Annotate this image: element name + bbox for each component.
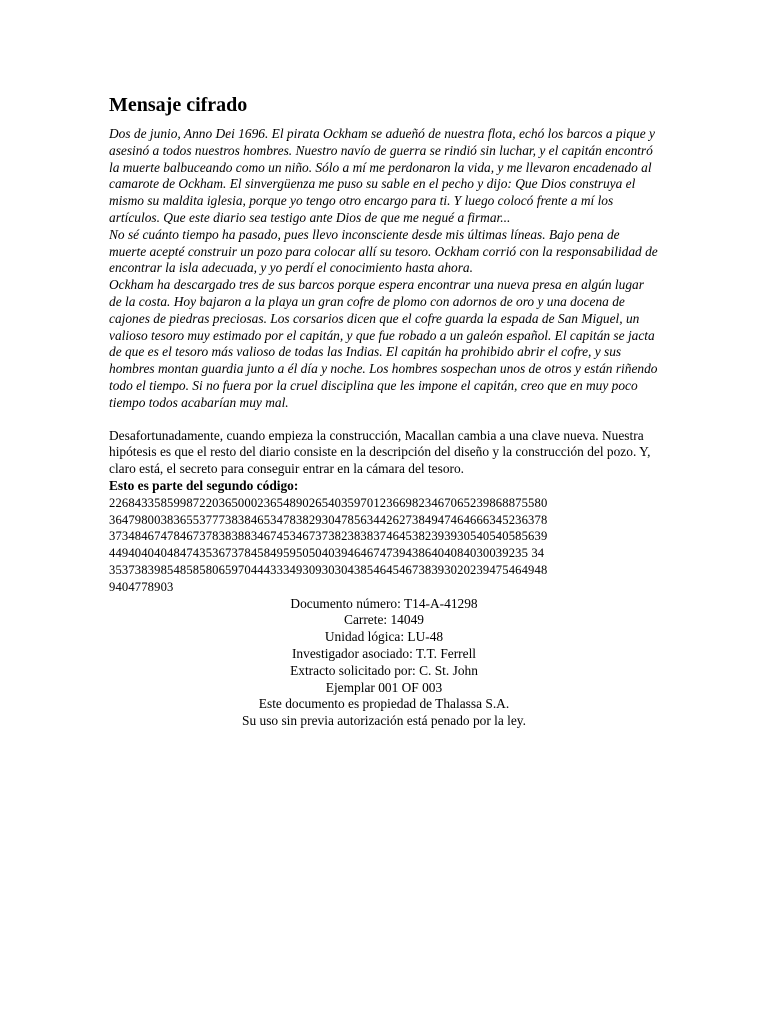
document-title: Mensaje cifrado bbox=[109, 94, 248, 116]
cipher-code-line: 22684335859987220365000236548902654035970123669823467065239868875580 bbox=[109, 495, 548, 510]
logical-unit: Unidad lógica: LU-48 bbox=[324, 629, 444, 645]
cipher-code-line: 37348467478467378383883467453467373823838374645382393930540540585639 bbox=[109, 529, 548, 544]
associate-researcher: Investigador asociado: T.T. Ferrell bbox=[291, 645, 477, 661]
code-heading: Esto es parte del segundo código: bbox=[109, 477, 299, 493]
diary-excerpt bbox=[109, 126, 659, 412]
ownership-notice: Este documento es propiedad de Thalassa S.A. bbox=[258, 696, 510, 712]
diary-paragraph: Ockham ha descargado tres de sus barcos porque espera encontrar una nueva presa en algún lugar de la costa. Hoy bajaron a la playa un gran cofre de plomo con adornos de oro y una docena de cajones de piedras preciosas. Los corsarios dicen que el cofre guarda la espada de San Miguel, un valioso tesoro muy estimado por el capitán, y que fue robado a un galeón español. El capitán se jacta de que es el tesoro más valioso de todas las Indias. El capitán ha prohibido abrir el cofre, y sus hombres montan guardia junto a él día y noche. Los hombres sospechan unos de otros y están riñendo todo el tiempo. Si no fuera por la cruel disciplina que les impone el capitán, creo que en muy poco tiempo todos acabarían muy mal. bbox=[109, 277, 658, 410]
usage-notice: Su uso sin previa autorización está penado por la ley. bbox=[242, 713, 526, 729]
copy-number: Ejemplar 001 OF 003 bbox=[325, 679, 443, 695]
document-page bbox=[109, 92, 659, 730]
document-number: Documento número: T14-A-41298 bbox=[290, 595, 478, 611]
cipher-code-line: 9404778903 bbox=[109, 579, 174, 594]
cipher-code-line: 36479800383655377738384653478382930478563442627384947464666345236378 bbox=[109, 512, 548, 527]
narrative-paragraph: Desafortunadamente, cuando empieza la construcción, Macallan cambia a una clave nueva. Nuestra hipótesis es que el resto del diario consiste en la descripción del diseño y la construcción del pozo. Y, claro está, el secreto para conseguir entrar en la cámara del tesoro. bbox=[109, 427, 651, 477]
document-footer bbox=[109, 596, 659, 730]
cipher-code-block bbox=[109, 495, 659, 596]
reel-number: Carrete: 14049 bbox=[344, 612, 424, 628]
requested-by: Extracto solicitado por: C. St. John bbox=[290, 662, 478, 678]
diary-paragraph: Dos de junio, Anno Dei 1696. El pirata Ockham se adueñó de nuestra flota, echó los barcos a pique y asesinó a todos nuestros hombres. Nuestro navío de guerra se rindió sin luchar, y el capitán encontró la muerte balbuceando como un niño. Sólo a mí me perdonaron la vida, y me llevaron encadenado al camarote de Ockham. El sinvergüenza me puso su sable en el pecho y dijo: Que Dios construya el mismo su maldita iglesia, porque yo tengo otro encargo para ti. Y luego colocó frente a mí los artículos. Que este diario sea testigo ante Dios de que me negué a firmar... bbox=[109, 126, 655, 225]
diary-paragraph: No sé cuánto tiempo ha pasado, pues llevo inconsciente desde mis últimas líneas. Bajo pena de muerte acepté construir un pozo para colocar allí su tesoro. Ockham corrió con la responsabilidad de encontrar la isla adecuada, y yo perdí el conocimiento hasta ahora. bbox=[109, 226, 658, 276]
cipher-code-line: 35373839854858580659704443334930930304385464546738393020239475464948 bbox=[109, 562, 548, 577]
cipher-code-line: 44940404048474353673784584959505040394646747394386404084030039235 34 bbox=[109, 546, 545, 561]
paragraph-spacer bbox=[109, 412, 659, 428]
